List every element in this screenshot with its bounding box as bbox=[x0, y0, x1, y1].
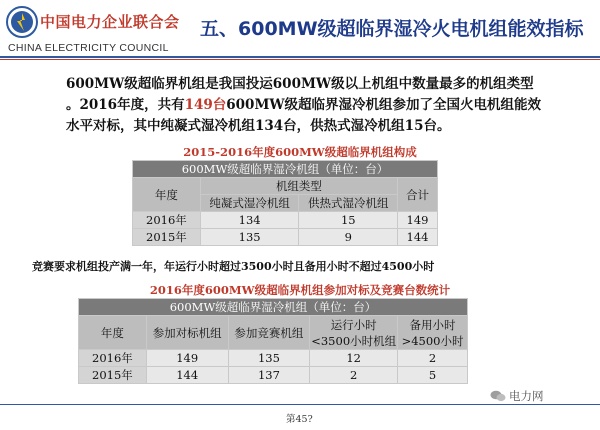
org-name-en: CHINA ELECTRICITY COUNCIL bbox=[8, 42, 169, 54]
table2-col-run-line-2: <3500小时机组 bbox=[311, 333, 397, 348]
table1-cell-year: 2015年 bbox=[133, 229, 201, 246]
intro-line-2 bbox=[66, 95, 566, 116]
intro-highlight-count: 149台 bbox=[184, 97, 227, 113]
watermark bbox=[490, 388, 544, 404]
table2-col-bench: 参加对标机组 bbox=[146, 316, 228, 350]
table2-cell-run: 2 bbox=[310, 367, 398, 384]
slide-header bbox=[0, 0, 600, 60]
table2-col-standby-line-1: 备用小时 bbox=[409, 317, 456, 332]
table2-col-run-line-1: 运行小时 bbox=[330, 317, 377, 332]
table1-cell-heat: 9 bbox=[299, 229, 398, 246]
table1-col-total: 合计 bbox=[398, 178, 438, 212]
intro-line-2-end: 600MW级超临界湿冷机组参加了全国火电机组能效 bbox=[226, 97, 542, 113]
table2-col-comp: 参加竞赛机组 bbox=[228, 316, 310, 350]
footer-divider bbox=[0, 404, 600, 405]
table1-cell-cond: 134 bbox=[200, 212, 299, 229]
chat-bubble-icon bbox=[490, 390, 506, 402]
table-row bbox=[79, 367, 468, 384]
watermark-text: 电力网 bbox=[509, 389, 544, 403]
table1-cell-total: 144 bbox=[398, 229, 438, 246]
table-row bbox=[133, 229, 438, 246]
header-divider-accent bbox=[0, 59, 600, 60]
table2-col-run bbox=[310, 316, 398, 350]
header-divider bbox=[0, 56, 600, 58]
table2-cell-standby: 2 bbox=[398, 350, 468, 367]
table2-col-standby bbox=[398, 316, 468, 350]
table1-cell-cond: 135 bbox=[200, 229, 299, 246]
org-name: 中国电力企业联合会 bbox=[40, 13, 180, 31]
table1-col-type: 机组类型 bbox=[200, 178, 397, 195]
competition-requirement-note: 竞赛要求机组投产满一年，年运行小时超过3500小时且备用小时不超过4500小时 bbox=[32, 260, 435, 273]
table-row bbox=[79, 350, 468, 367]
table1-cell-total: 149 bbox=[398, 212, 438, 229]
intro-line-3: 水平对标，其中纯凝式湿冷机组134台，供热式湿冷机组15台。 bbox=[66, 118, 451, 134]
table1-group-header: 600MW级超临界湿冷机组（单位：台） bbox=[133, 161, 438, 178]
table1-col-cond: 纯凝式湿冷机组 bbox=[200, 195, 299, 212]
table1-col-heat: 供热式湿冷机组 bbox=[299, 195, 398, 212]
cec-logo-icon bbox=[6, 6, 38, 38]
table2-group-header: 600MW级超临界湿冷机组（单位：台） bbox=[79, 299, 468, 316]
table2-cell-year: 2015年 bbox=[79, 367, 147, 384]
table2-cell-year: 2016年 bbox=[79, 350, 147, 367]
table2-cell-comp: 137 bbox=[228, 367, 310, 384]
table1-cell-heat: 15 bbox=[299, 212, 398, 229]
table2-col-standby-line-2: >4500小时 bbox=[401, 333, 464, 348]
intro-paragraph bbox=[66, 74, 566, 137]
table-row bbox=[133, 212, 438, 229]
table2-cell-comp: 135 bbox=[228, 350, 310, 367]
table2-col-year: 年度 bbox=[79, 316, 147, 350]
page-number: 第45? bbox=[286, 414, 313, 425]
table1-cell-year: 2016年 bbox=[133, 212, 201, 229]
slide-title: 五、600MW级超临界湿冷火电机组能效指标 bbox=[200, 18, 584, 40]
table2-cell-bench: 149 bbox=[146, 350, 228, 367]
intro-line-1: 600MW级超临界机组是我国投运600MW级以上机组中数量最多的机组类型 bbox=[66, 76, 534, 92]
table2-cell-standby: 5 bbox=[398, 367, 468, 384]
intro-line-2-start: 。2016年度，共有 bbox=[66, 97, 185, 113]
table1-caption: 2015-2016年度600MW级超临界机组构成 bbox=[183, 145, 417, 159]
table1-col-year: 年度 bbox=[133, 178, 201, 212]
table2-cell-bench: 144 bbox=[146, 367, 228, 384]
participation-table bbox=[78, 298, 468, 384]
composition-table bbox=[132, 160, 438, 246]
table2-caption: 2016年度600MW级超临界机组参加对标及竞赛台数统计 bbox=[149, 283, 451, 297]
table2-cell-run: 12 bbox=[310, 350, 398, 367]
